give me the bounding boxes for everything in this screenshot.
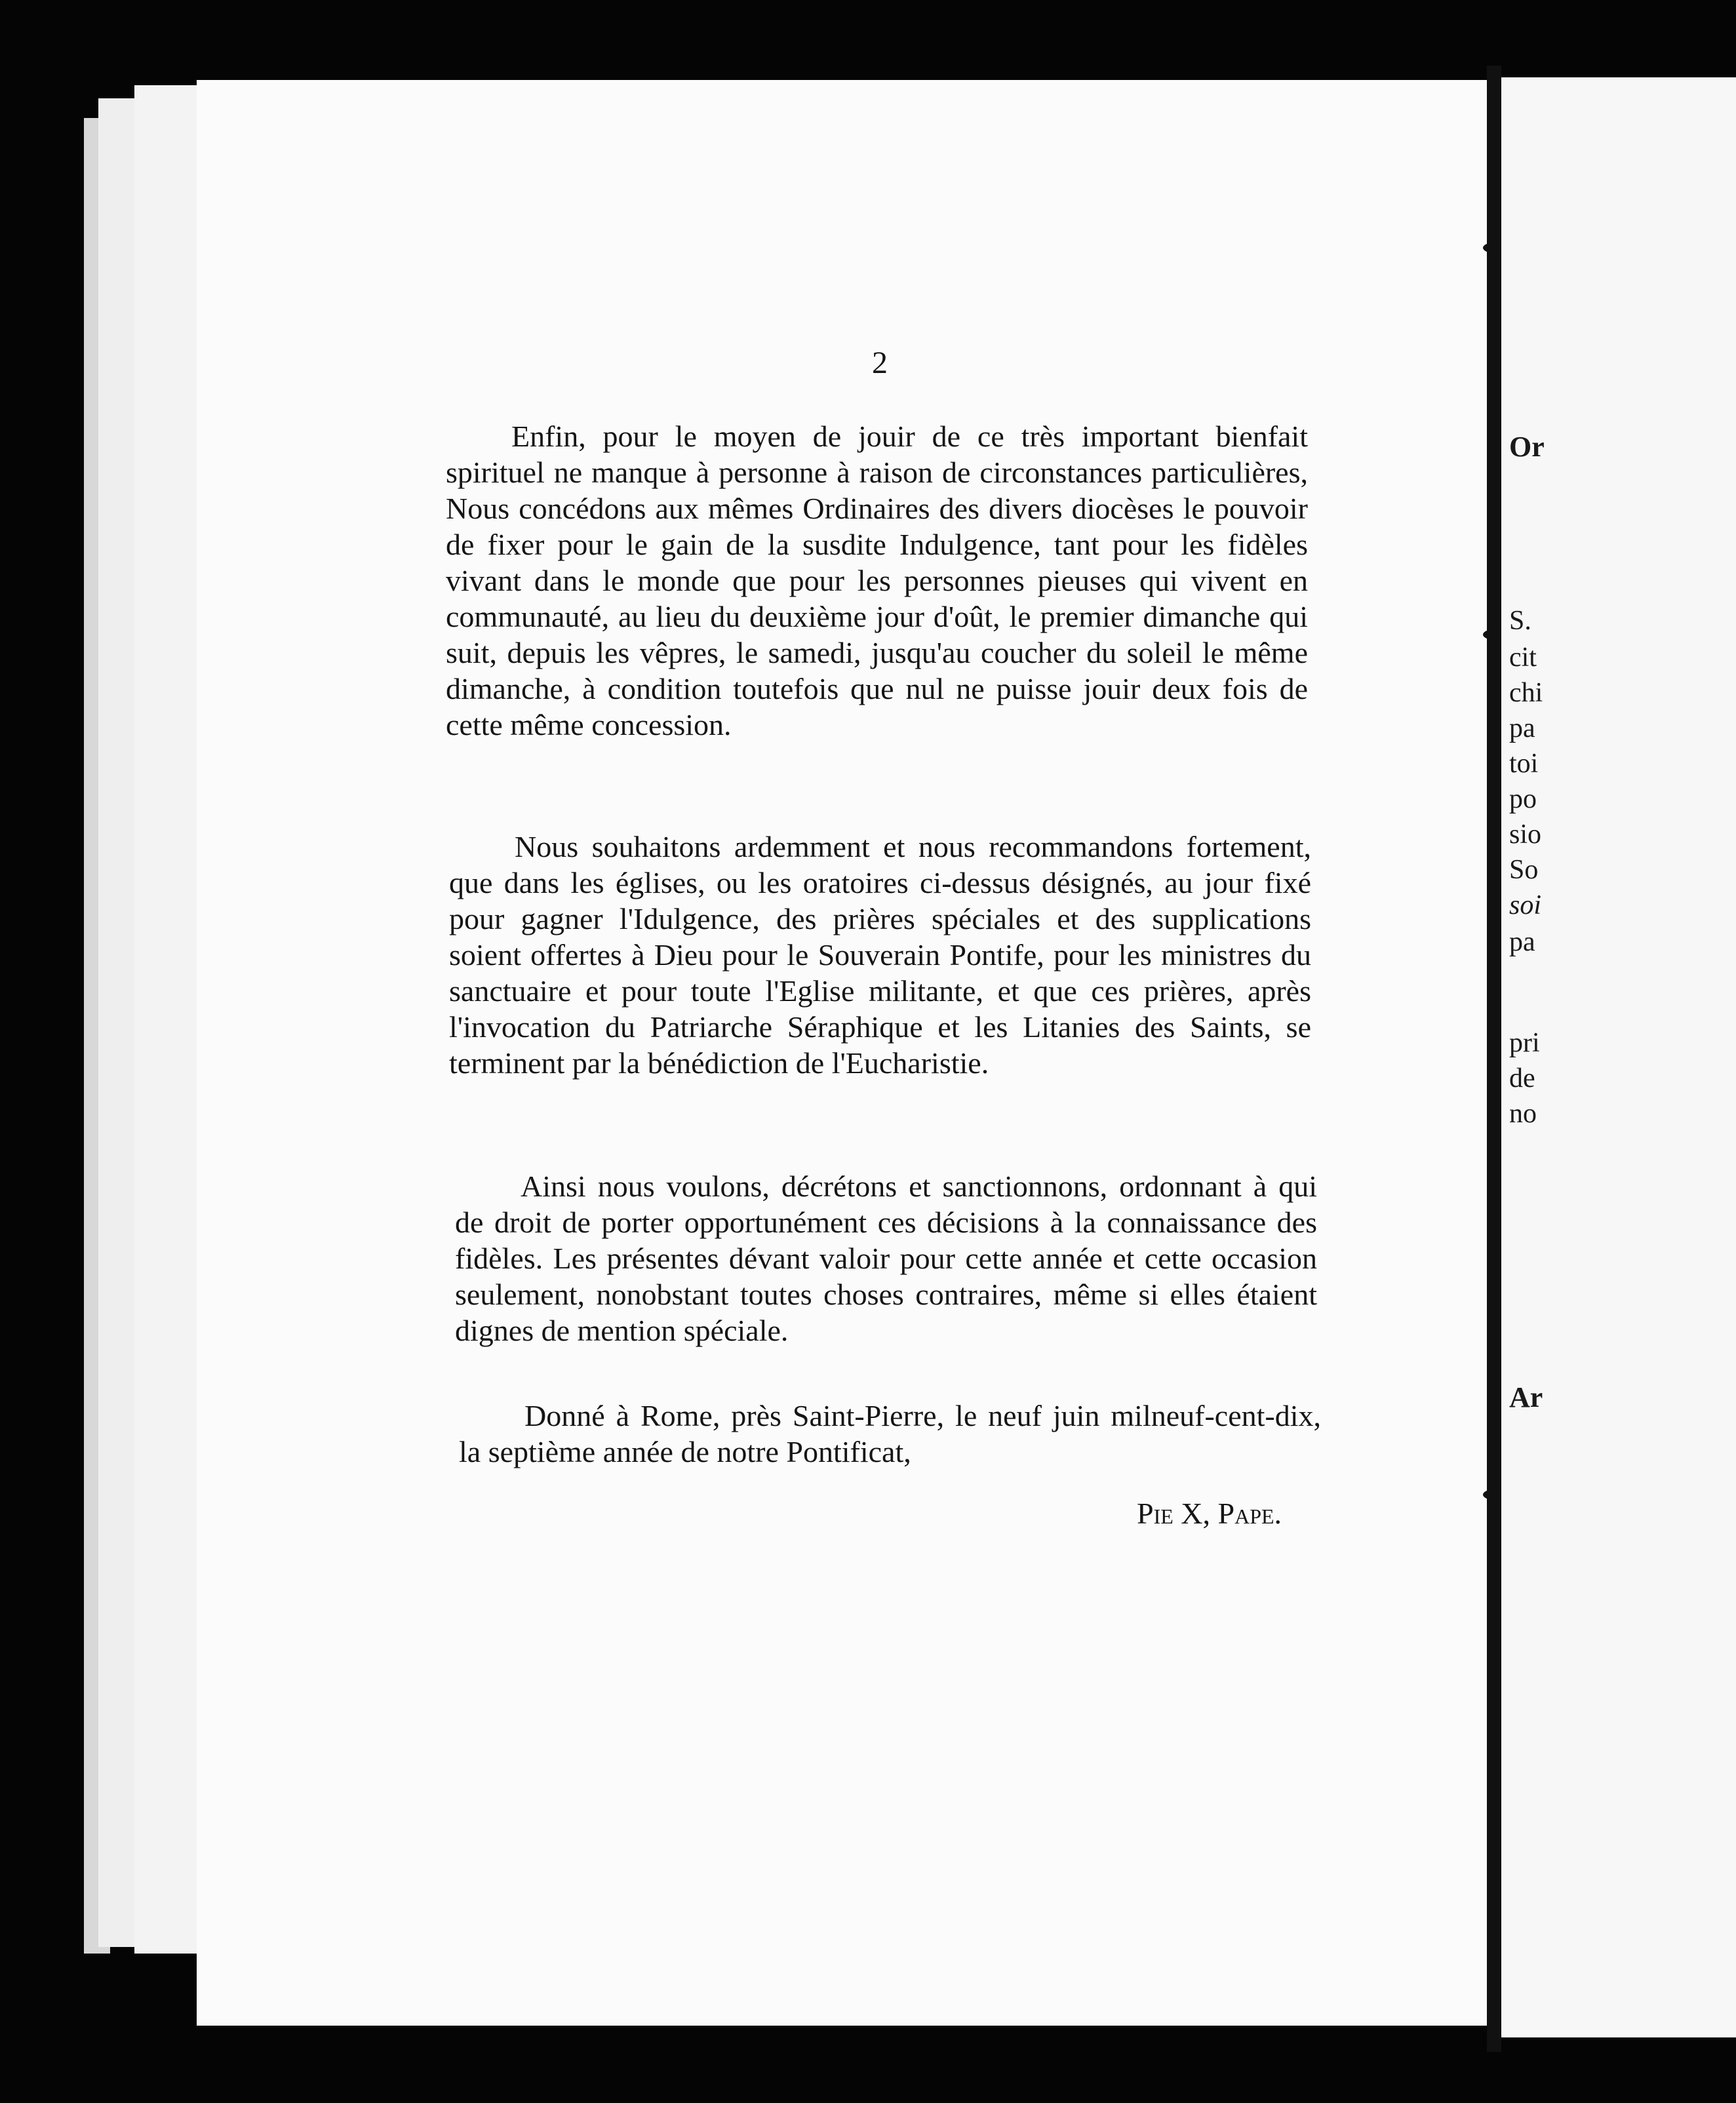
book-edge-inner [134,85,202,1954]
right-page-fragment: Or [1509,431,1545,463]
paragraph-4-text: Donné à Rome, près Saint-Pierre, le neuf juin milneuf-cent-dix, la septième année de notre Pontificat, [459,1399,1321,1468]
signature: Pie X, Pape. [1137,1497,1282,1530]
right-page-fragment: soi [1509,890,1542,920]
right-page-fragment: S. [1509,606,1531,636]
right-page-fragment: no [1509,1099,1537,1129]
right-page [1501,77,1736,2037]
paragraph-3-text: Ainsi nous voulons, décrétons et sanctionnons, ordonnant à qui de droit de porter opportunément ces décisions à la connaissance des fidèles. Les présentes dévant valoir pour cette année et cette occasion seulement, nonobstant toutes choses contraires, même si elles étaient dignes de mention spéciale. [455,1169,1317,1347]
right-page-fragment: Ar [1509,1381,1543,1413]
right-page-fragment: pa [1509,713,1535,743]
paragraph-1 [446,418,1308,743]
paragraph-4 [459,1398,1321,1470]
book-spine [1487,66,1501,2052]
paragraph-1-text: Enfin, pour le moyen de jouir de ce très important bienfait spirituel ne manque à personne à raison de circonstances particulières, Nous concédons aux mêmes Ordinaires des divers diocèses le pouvoir de fixer pour le gain de la susdite Indulgence, tant pour les fidèles vivant dans le monde que pour les personnes pieuses qui vivent en communauté, au lieu du deuxième jour d'oût, le premier dimanche qui suit, depuis les vêpres, le samedi, jusqu'au coucher du soleil le même dimanche, à condition toutefois que nul ne puisse jouir deux fois de cette même concession. [446,420,1308,741]
right-page-fragment: de [1509,1063,1535,1093]
right-page-fragment: pa [1509,927,1535,957]
paragraph-2-text: Nous souhaitons ardemment et nous recommandons fortement, que dans les églises, ou les oratoires ci-dessus désignés, au jour fixé pour gagner l'Idulgence, des prières spéciales et des supplications soient offertes à Dieu pour le Souverain Pontife, pour les ministres du sanctuaire et pour toute l'Eglise militante, et que ces prières, après l'invocation du Patriarche Séraphique et les Litanies des Saints, se terminent par la bénédiction de l'Eucharistie. [449,830,1311,1080]
right-page-fragment: cit [1509,642,1537,673]
right-page-fragment: po [1509,784,1537,814]
paragraph-2 [449,829,1311,1081]
right-page-fragment: toi [1509,749,1539,779]
right-page-fragment: sio [1509,819,1542,850]
right-page-fragment: So [1509,855,1539,885]
right-page-fragment: pri [1509,1028,1540,1058]
page-number: 2 [872,345,888,380]
book-edge-middle [98,98,139,1947]
right-page-fragment: chi [1509,678,1543,708]
paragraph-3 [455,1168,1317,1348]
